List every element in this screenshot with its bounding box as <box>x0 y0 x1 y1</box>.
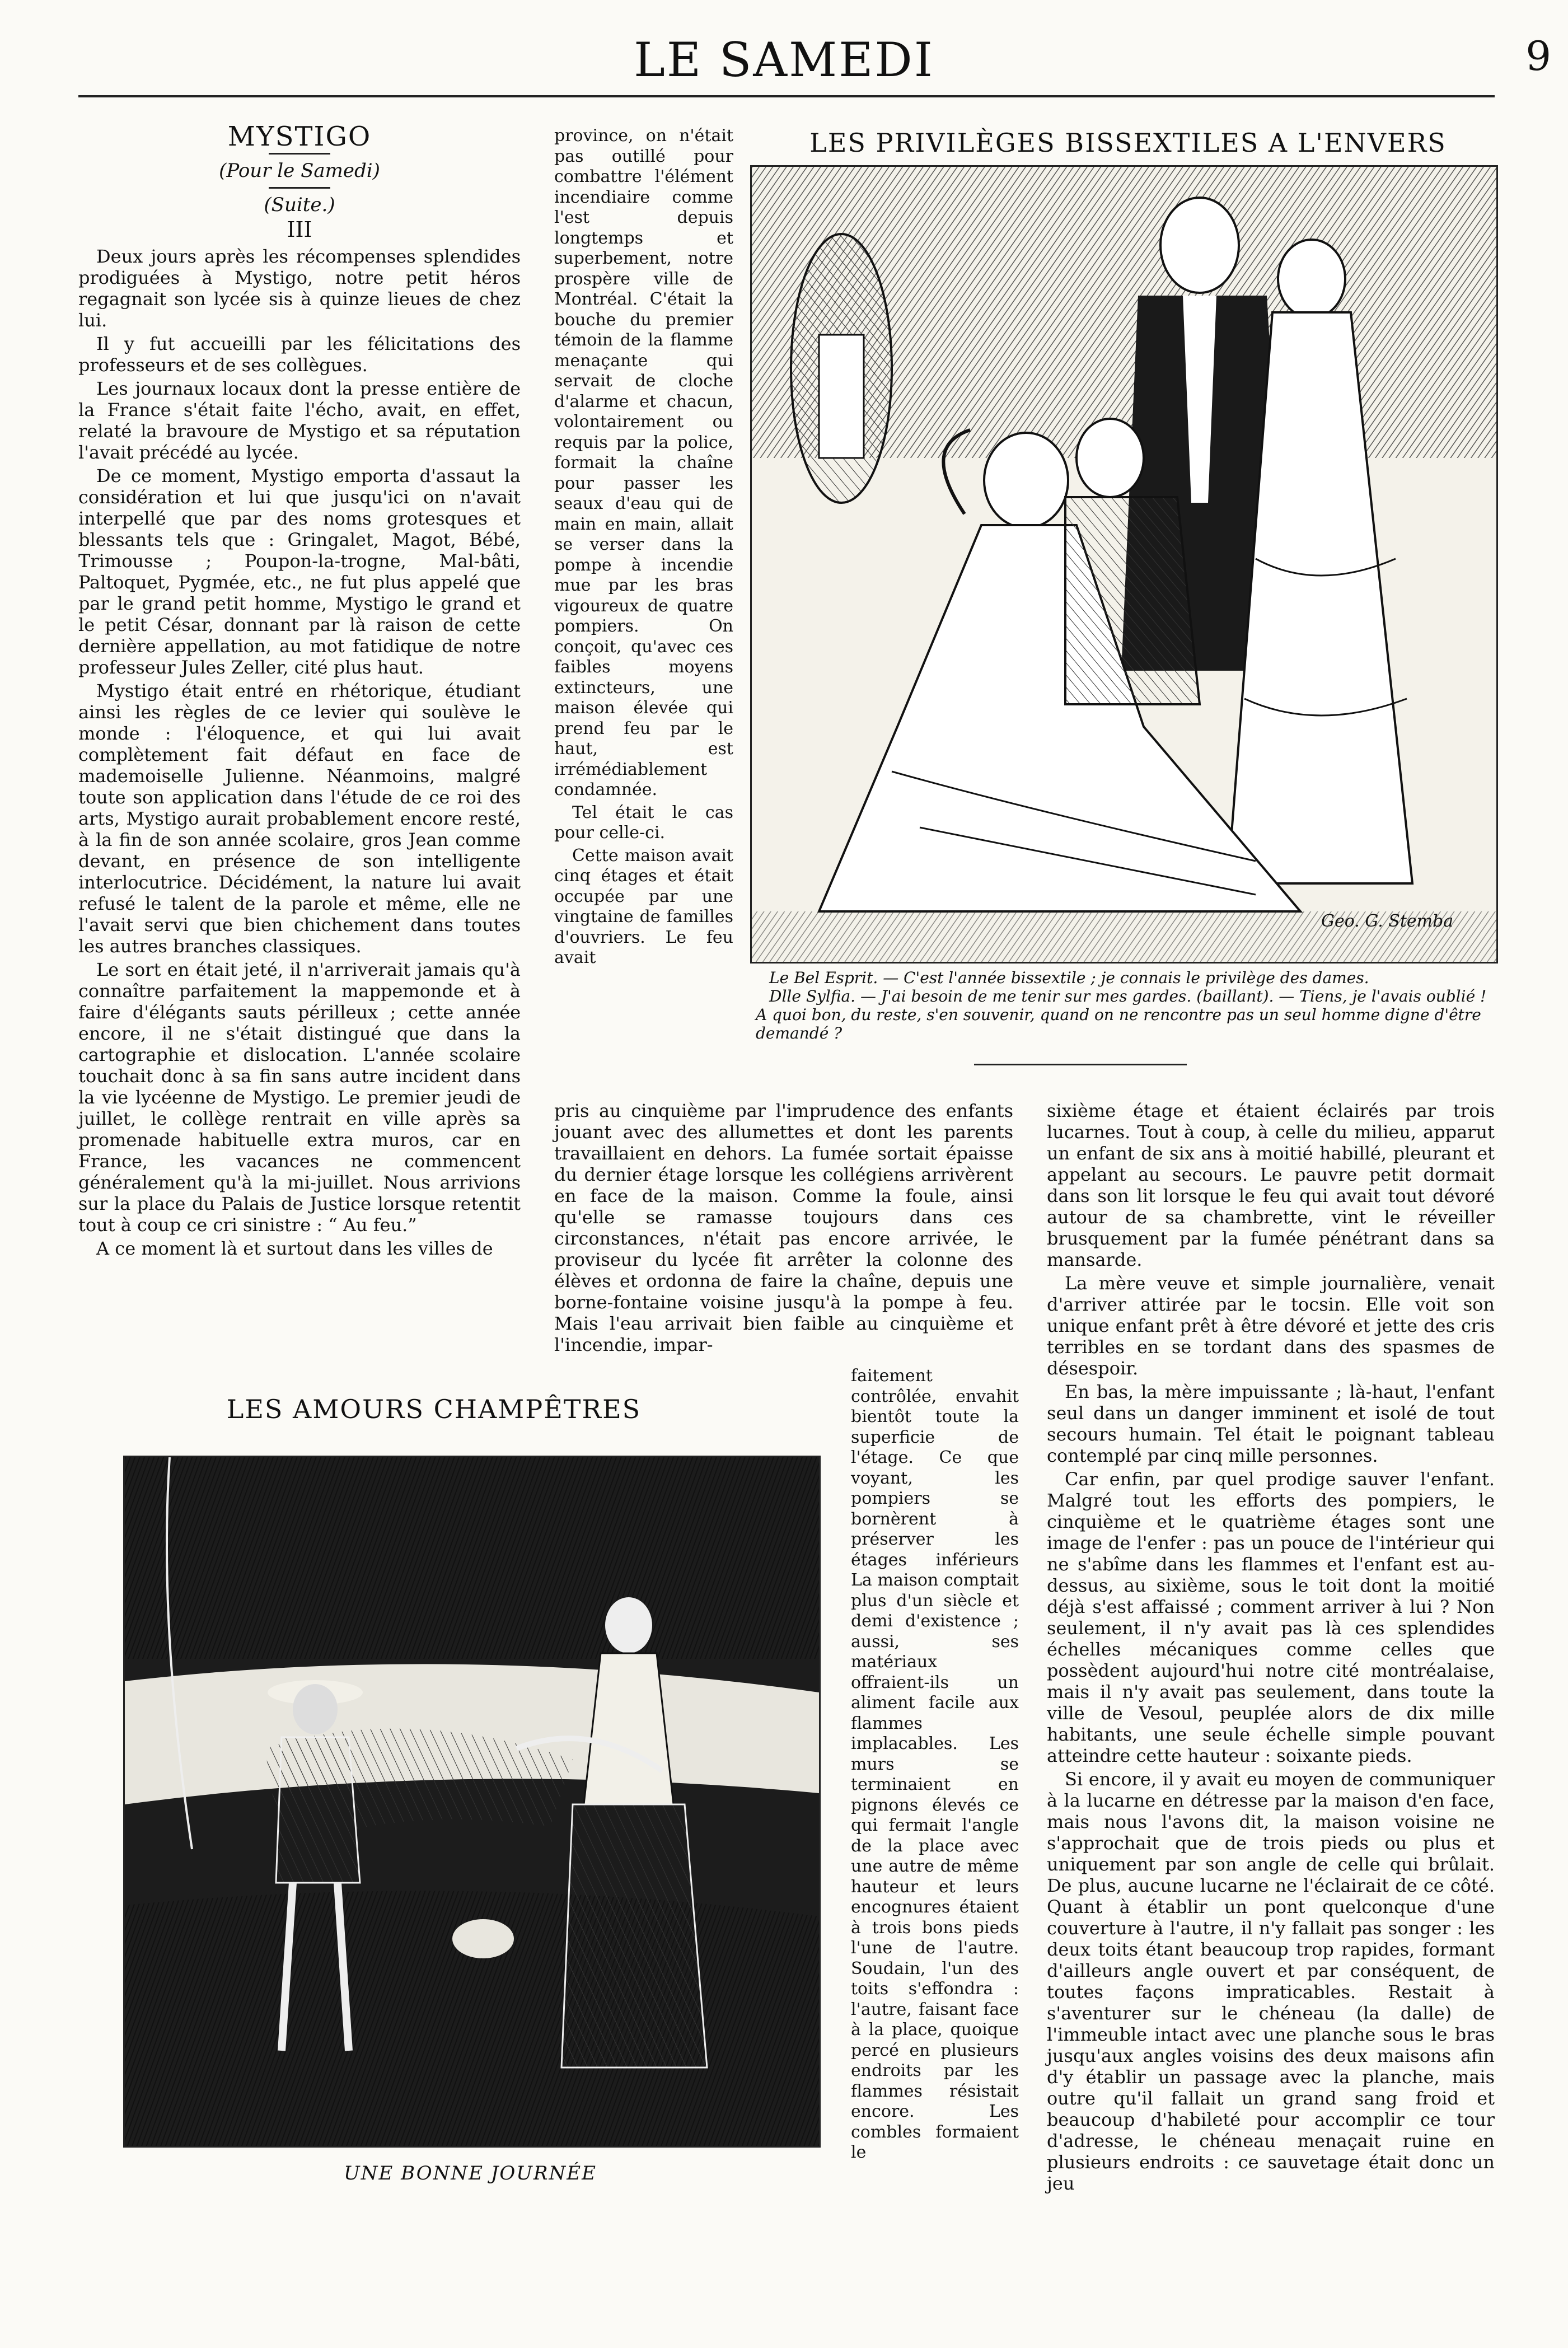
title-rule <box>269 153 330 155</box>
illustration-signature: Geo. G. Stemba <box>1321 911 1454 931</box>
story-column-3 <box>851 1366 1019 2165</box>
caption-line: Le Bel Esprit. — C'est l'année bissextile ; je connais le privilège des dames. <box>769 969 1369 987</box>
paragraph: Il y fut accueilli par les félicitations des professeurs et de ses collègues. <box>78 333 521 376</box>
caption-line: Dlle Sylfia. — J'ai besoin de me tenir sur mes gardes. (baillant). — Tiens, je l'avais oublié ! A quoi bon, du reste, s'en souvenir, quand on ne rencontre pas un seul homme digne d'être demandé ? <box>756 987 1487 1042</box>
story-wide-block <box>554 1100 1013 1358</box>
illustration-caption-privileges <box>756 969 1489 1042</box>
paragraph: A ce moment là et surtout dans les villes de <box>96 1238 493 1259</box>
paragraph: La mère veuve et simple journalière, venait d'arriver attirée par le tocsin. Elle voit son unique enfant prêt à être dévoré et jette des cris terribles en se tordant dans des spasmes de désespoir. <box>1047 1273 1495 1379</box>
paragraph: pris au cinquième par l'imprudence des enfants jouant avec des allumettes et dont les parents travaillaient en dehors. La fumée sortait épaisse du dernier étage lorsque les collégiens arrivèrent en face de la maison. Comme la foule, ainsi qu'elle se ramasse toujours dans ces circonstances, n'était pas encore arrivée, le proviseur du lycée fit arrêter la colonne des élèves et ordonna de faire la chaîne, depuis une borne-fontaine voisine jusqu'à la pompe à feu. Mais l'eau arrivait bien faible au cinquième et l'incendie, impar- <box>554 1100 1013 1355</box>
caption-rule <box>974 1064 1187 1065</box>
engraving-drawing <box>125 1457 819 2146</box>
paragraph: Cette maison avait cinq étages et était occupée par une vingtaine de familles d'ouvriers. Le feu avait <box>554 845 733 967</box>
paragraph: Car enfin, par quel prodige sauver l'enfant. Malgré tout les efforts des pompiers, le cinquième et le quatrième étages sont une image de l'enfer : pas un pouce de l'intérieur qui ne s'abîme dans les flammes et l'enfant est au-dessus, au sixième, sous le toit dont la moitié déjà s'est affaissé ; comment arriver à lui ? Non seulement, il n'y avait pas là ces splendides échelles mécaniques comme celles que possèdent aujourd'hui notre cité montréalaise, mais il n'y avait pas seulement, dans toute la ville de Vesoul, peuplée alors de dix mille habitants, une seule échelle simple pouvant atteindre cette hauteur : soixante pieds. <box>1047 1468 1495 1766</box>
paragraph: En bas, la mère impuissante ; là-haut, l'enfant seul dans un danger imminent et isolé de tout secours humain. Tel était le poignant tableau contemplé par cinq mille personnes. <box>1047 1381 1495 1466</box>
illustration-title-amours: LES AMOURS CHAMPÊTRES <box>226 1394 642 1424</box>
paragraph: province, on n'était pas outillé pour combattre l'élément incendiaire comme l'est depuis longtemps et superbement, notre prospère ville de Montréal. C'était la bouche du premier témoin de la flamme menaçante qui servait de cloche d'alarme et chacun, volontairement ou requis par la police, formait la chaîne pour passer les seaux d'eau qui de main en main, allait se verser dans la pompe à incendie mue par les bras vigoureux de quatre pompiers. On conçoit, qu'avec ces faibles moyens extincteurs, une maison élevée qui prend feu par le haut, est irrémédiablement condamnée. <box>554 126 733 799</box>
engraving-country-scene <box>123 1456 821 2148</box>
story-column-2 <box>554 126 733 971</box>
story-suite: (Suite.) <box>264 194 335 216</box>
paragraph: Les journaux locaux dont la presse entière de la France s'était faite l'écho, avait, en effet, relaté la bravoure de Mystigo et sa réputation l'avait précédé au lycée. <box>78 378 521 463</box>
illustration-title-privileges: LES PRIVILÈGES BISSEXTILES A L'ENVERS <box>809 128 1447 158</box>
paragraph: faitement contrôlée, envahit bientôt toute la superficie de l'étage. Ce que voyant, les pompiers se bornèrent à préserver les étages inférieurs La maison comptait plus d'un siècle et demi d'existence ; aussi, ses matériaux offraient-ils un aliment facile aux flammes implacables. Les murs se terminaient en pignons élevés ce qui fermait l'angle de la place avec une autre de même hauteur et leurs encognures étaient à trois bons pieds l'une de l'autre. Soudain, l'un des toits s'effondra : l'autre, faisant face à la place, quoique percé en plusieurs endroits par les flammes résistait encore. Les combles formaient le <box>851 1366 1019 2162</box>
paragraph: Le sort en était jeté, il n'arriverait jamais qu'à connaître parfaitement la mappemonde et à faire d'élégants sauts périlleux ; cette année encore, il ne s'était distingué que dans la cartographie et dislocation. L'année scolaire touchait donc à sa fin sans autre incident dans la vie lycéenne de Mystigo. Le premier jeudi de juillet, le collège rentrait en ville après sa promenade habituelle extra muros, car en France, les vacances ne commencent généralement qu'à la mi-juillet. Nous arrivions sur la place du Palais de Justice lorsque retentit tout à coup ce cri sinistre : “ Au feu.” <box>78 959 521 1236</box>
paragraph: De ce moment, Mystigo emporta d'assaut la considération et lui que jusqu'ici on n'avait interpellé que par des noms grotesques et blessants tels que : Gringalet, Magot, Bébé, Trimousse ; Poupon-la-trogne, Mal-bâti, Paltoquet, Pygmée, etc., ne fut plus appelé que par le grand petit homme, Mystigo le grand et le petit César, donnant par là raison de cette dernière appellation, au mot fatidique de notre professeur Jules Zeller, cité plus haut. <box>78 465 521 678</box>
engraving-salon-scene <box>750 165 1498 963</box>
engraving-drawing <box>752 167 1496 962</box>
paragraph: Tel était le cas pour celle-ci. <box>554 802 733 843</box>
illustration-caption-amours: UNE BONNE JOURNÉE <box>344 2162 597 2185</box>
paragraph: Si encore, il y avait eu moyen de communiquer à la lucarne en détresse par la maison d'en face, mais nous l'avons dit, la maison voisine ne s'approchait que de trois pieds ou plus et uniquement par son angle de celle qui brûlait. De plus, aucune lucarne ne l'éclairait de ce côté. Quant à établir un pont quelconque d'une couverture à l'autre, il n'y fallait pas songer : les deux toits étant beaucoup trop rapides, formant d'ailleurs angle ouvert et par conséquent, de toutes façons impraticables. Restait à s'aventurer sur le chéneau (la dalle) de l'immeuble intact avec une planche sous le bras jusqu'aux angles voisins des deux maisons afin d'y établir un passage avec la planche, mais outre qu'il fallait un grand sang froid et beaucoup d'habileté pour accomplir ce tour d'adresse, le chéneau menaçait ruine en plusieurs endroits : ce sauvetage était donc un jeu <box>1047 1769 1495 2194</box>
byline-rule <box>269 187 330 189</box>
paragraph: Deux jours après les récompenses splendides prodiguées à Mystigo, notre petit héros regagnait son lycée sis à quinze lieues de chez lui. <box>78 246 521 331</box>
page-number: 9 <box>1525 32 1551 79</box>
paragraph: Mystigo était entré en rhétorique, étudiant ainsi les règles de ce levier qui soulève le monde : l'éloquence, et qui lui avait complètement fait défaut en face de mademoiselle Julienne. Néanmoins, malgré toute son application dans l'étude de ce roi des arts, Mystigo aurait probablement encore resté, à la fin de son année scolaire, gros Jean comme devant, en présence de son intelligente interlocutrice. Décidément, la nature lui avait refusé le talent de la parole et même, elle ne l'avait servi que bien chichement dans toutes les autres branches classiques. <box>78 680 521 957</box>
story-column-1 <box>78 121 521 1261</box>
newspaper-title: LE SAMEDI <box>634 32 934 87</box>
story-column-4 <box>1047 1100 1495 2196</box>
chapter-number: III <box>287 217 312 242</box>
paragraph: sixième étage et étaient éclairés par trois lucarnes. Tout à coup, à celle du milieu, apparut un enfant de six ans à moitié habillé, pleurant et appelant au secours. Le pauvre petit dormait dans son lit lorsque le feu qui avait tout dévoré autour de sa chambrette, vint le réveiller brusquement par la fumée pénétrant dans sa mansarde. <box>1047 1100 1495 1270</box>
header-rule <box>78 95 1495 97</box>
story-byline: (Pour le Samedi) <box>219 160 380 182</box>
story-title: MYSTIGO <box>227 121 372 152</box>
